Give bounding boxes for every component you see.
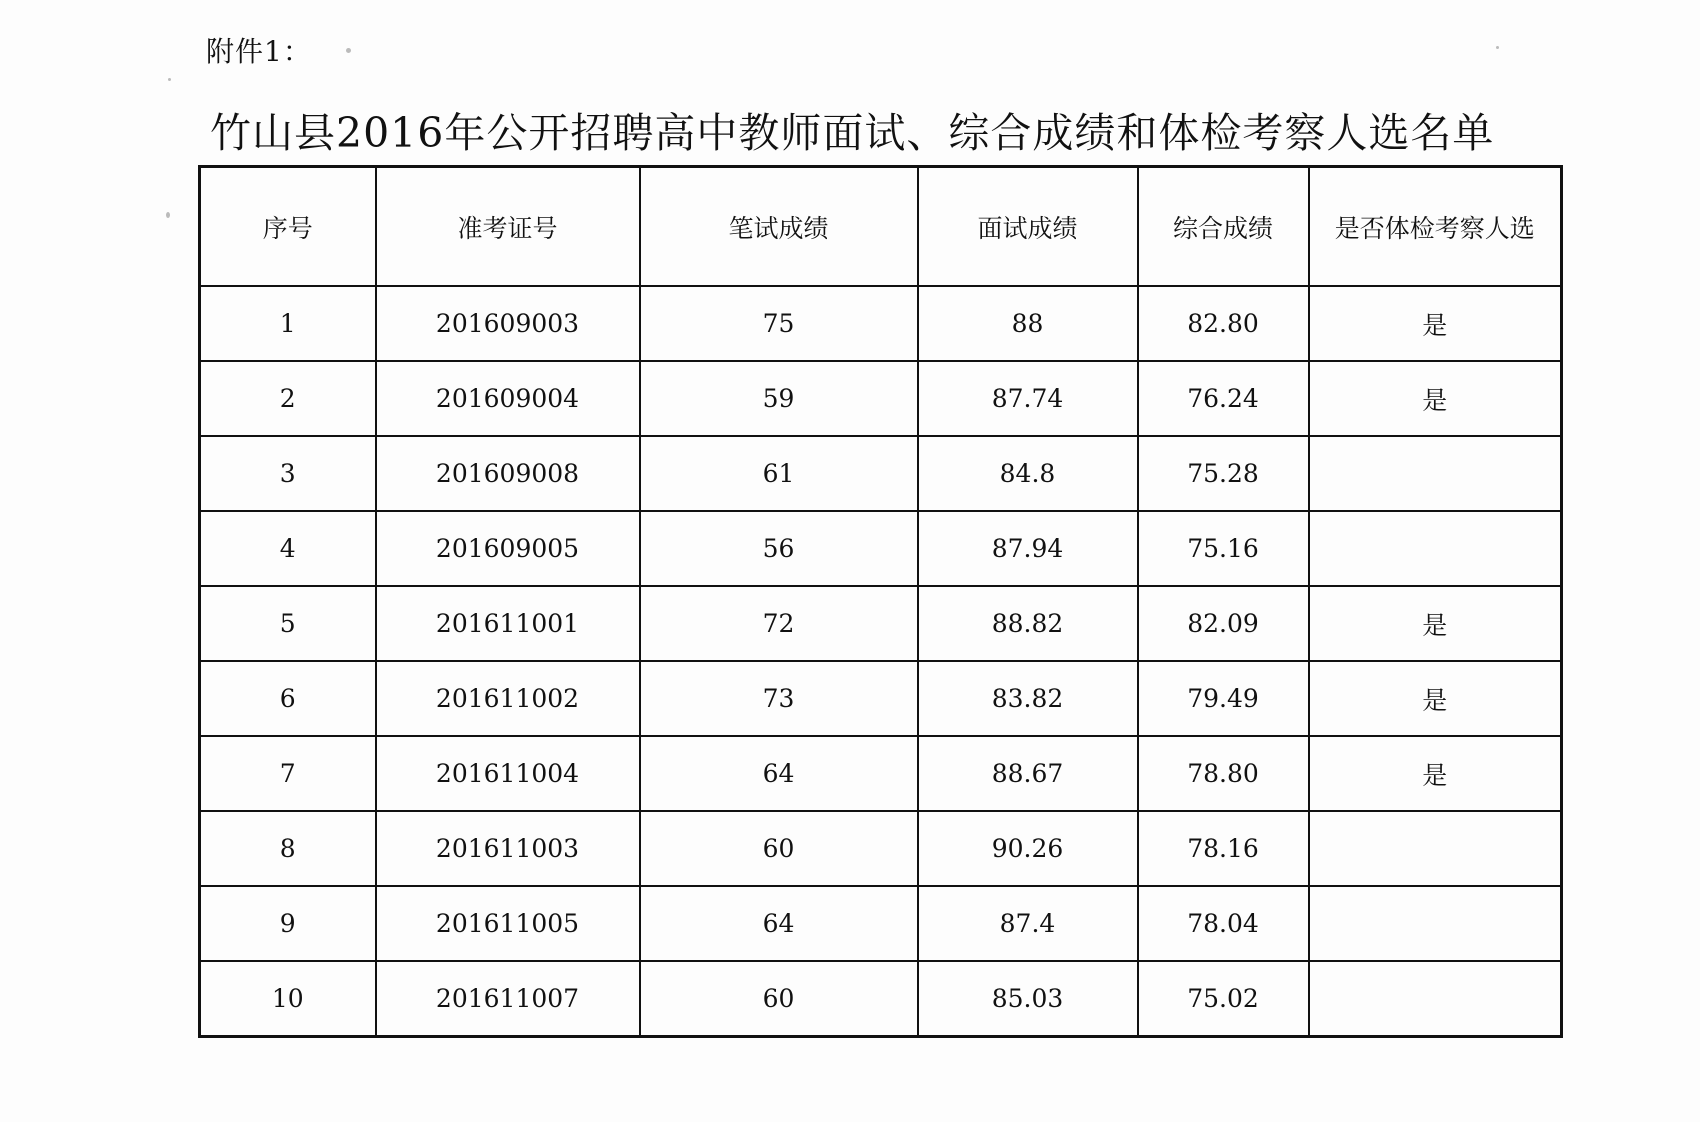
cell-composite-score: 78.16 xyxy=(1138,811,1309,886)
cell-ticket-number: 201611002 xyxy=(376,661,640,736)
cell-index: 10 xyxy=(200,961,376,1037)
cell-exam-candidate: 是 xyxy=(1309,736,1562,811)
cell-index: 5 xyxy=(200,586,376,661)
cell-ticket-number: 201609003 xyxy=(376,286,640,361)
header-index: 序号 xyxy=(200,167,376,287)
cell-interview-score: 84.8 xyxy=(918,436,1138,511)
cell-ticket-number: 201609004 xyxy=(376,361,640,436)
cell-written-score: 60 xyxy=(640,961,918,1037)
header-ticket-number: 准考证号 xyxy=(376,167,640,287)
cell-written-score: 73 xyxy=(640,661,918,736)
cell-ticket-number: 201611004 xyxy=(376,736,640,811)
attachment-label: 附件1： xyxy=(206,35,312,68)
cell-written-score: 64 xyxy=(640,736,918,811)
cell-ticket-number: 201611005 xyxy=(376,886,640,961)
table-row xyxy=(200,886,1562,961)
cell-composite-score: 79.49 xyxy=(1138,661,1309,736)
scan-speck xyxy=(346,48,351,53)
scan-speck xyxy=(166,212,170,218)
cell-composite-score: 75.02 xyxy=(1138,961,1309,1037)
cell-written-score: 56 xyxy=(640,511,918,586)
cell-index: 8 xyxy=(200,811,376,886)
cell-composite-score: 78.04 xyxy=(1138,886,1309,961)
table-row xyxy=(200,436,1562,511)
cell-composite-score: 75.16 xyxy=(1138,511,1309,586)
cell-interview-score: 87.4 xyxy=(918,886,1138,961)
cell-index: 6 xyxy=(200,661,376,736)
cell-index: 2 xyxy=(200,361,376,436)
cell-composite-score: 82.09 xyxy=(1138,586,1309,661)
cell-interview-score: 88.82 xyxy=(918,586,1138,661)
cell-interview-score: 85.03 xyxy=(918,961,1138,1037)
table-row xyxy=(200,511,1562,586)
cell-ticket-number: 201611007 xyxy=(376,961,640,1037)
cell-ticket-number: 201609008 xyxy=(376,436,640,511)
cell-exam-candidate xyxy=(1309,961,1562,1037)
cell-index: 9 xyxy=(200,886,376,961)
cell-exam-candidate: 是 xyxy=(1309,586,1562,661)
page-title: 竹山县2016年公开招聘高中教师面试、综合成绩和体检考察人选名单 xyxy=(210,109,1495,157)
table-row xyxy=(200,286,1562,361)
cell-interview-score: 87.74 xyxy=(918,361,1138,436)
cell-ticket-number: 201611003 xyxy=(376,811,640,886)
header-composite-score: 综合成绩 xyxy=(1138,167,1309,287)
cell-exam-candidate: 是 xyxy=(1309,361,1562,436)
table-row xyxy=(200,811,1562,886)
cell-written-score: 75 xyxy=(640,286,918,361)
cell-written-score: 64 xyxy=(640,886,918,961)
cell-exam-candidate: 是 xyxy=(1309,286,1562,361)
scan-speck xyxy=(168,78,171,81)
cell-written-score: 61 xyxy=(640,436,918,511)
cell-composite-score: 78.80 xyxy=(1138,736,1309,811)
cell-exam-candidate xyxy=(1309,436,1562,511)
cell-interview-score: 88 xyxy=(918,286,1138,361)
cell-composite-score: 75.28 xyxy=(1138,436,1309,511)
header-interview-score: 面试成绩 xyxy=(918,167,1138,287)
cell-written-score: 59 xyxy=(640,361,918,436)
header-physical-exam-candidate: 是否体检考察人选 xyxy=(1309,167,1562,287)
cell-index: 7 xyxy=(200,736,376,811)
scan-speck xyxy=(1496,46,1499,49)
cell-exam-candidate xyxy=(1309,811,1562,886)
header-written-score: 笔试成绩 xyxy=(640,167,918,287)
cell-index: 4 xyxy=(200,511,376,586)
results-table xyxy=(198,165,1563,1038)
table-row xyxy=(200,736,1562,811)
cell-interview-score: 83.82 xyxy=(918,661,1138,736)
cell-written-score: 72 xyxy=(640,586,918,661)
cell-index: 3 xyxy=(200,436,376,511)
cell-exam-candidate xyxy=(1309,886,1562,961)
cell-exam-candidate xyxy=(1309,511,1562,586)
cell-interview-score: 88.67 xyxy=(918,736,1138,811)
cell-composite-score: 82.80 xyxy=(1138,286,1309,361)
cell-composite-score: 76.24 xyxy=(1138,361,1309,436)
cell-index: 1 xyxy=(200,286,376,361)
table-row xyxy=(200,661,1562,736)
table-row xyxy=(200,961,1562,1037)
table-header-row xyxy=(200,167,1562,287)
cell-written-score: 60 xyxy=(640,811,918,886)
table-row xyxy=(200,361,1562,436)
cell-ticket-number: 201609005 xyxy=(376,511,640,586)
cell-interview-score: 90.26 xyxy=(918,811,1138,886)
cell-interview-score: 87.94 xyxy=(918,511,1138,586)
table-row xyxy=(200,586,1562,661)
cell-exam-candidate: 是 xyxy=(1309,661,1562,736)
cell-ticket-number: 201611001 xyxy=(376,586,640,661)
